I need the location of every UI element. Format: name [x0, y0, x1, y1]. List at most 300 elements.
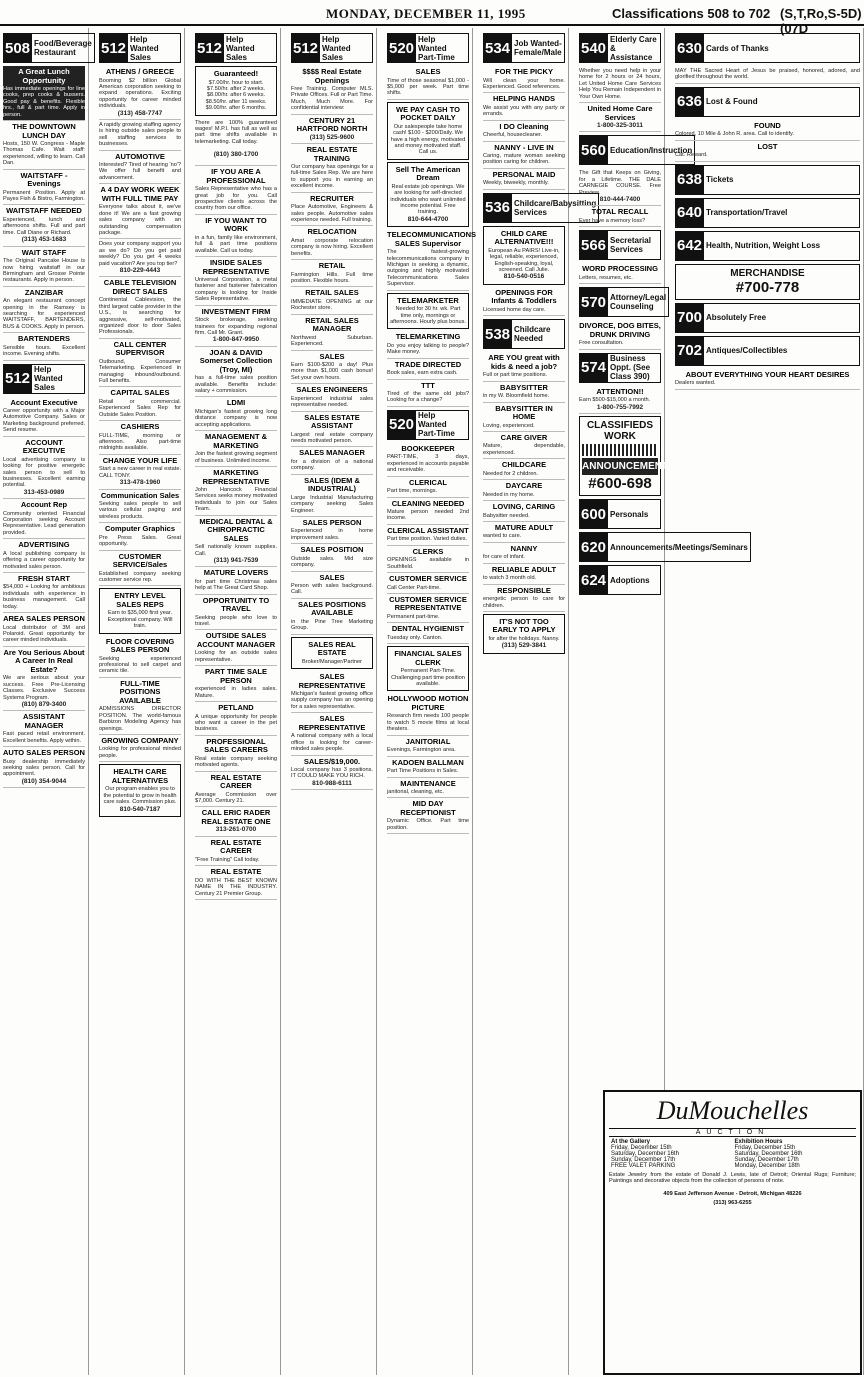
schedule-cell: Friday, December 15th [611, 1145, 672, 1151]
category-number: 520 [387, 33, 416, 63]
ad-heading: Account Rep [20, 500, 68, 510]
ad-body: "Free Training" Call today. [195, 856, 260, 863]
classified-ad [291, 384, 373, 411]
classified-ad [291, 115, 373, 144]
ad-heading: Computer Graphics [104, 524, 175, 534]
ad-phone: 313-261-0700 [215, 826, 257, 834]
schedule-cell: Sunday, December 17th [611, 1157, 676, 1163]
category-label: Secretarial Services [608, 230, 661, 260]
category-header [675, 336, 860, 366]
classified-ad [99, 184, 181, 239]
category-header [579, 353, 661, 383]
classified-ad [195, 397, 277, 431]
ad-heading: SALES ESTATE ASSISTANT [304, 412, 360, 431]
ad-body: Ever have a memory loss? [579, 217, 646, 224]
ad-body: Outbound, Consumer Telemarketing. Experienced in managing inbound/outbound. Full benefits. [99, 358, 181, 384]
auction-display-ad [603, 1090, 862, 1375]
ad-body: Community oriented Financial Corporation seeking Account Representative. Lead generation provided. [3, 510, 85, 536]
ad-body: The Original Pancake House is now hiring waitstaff in our Birmingham and Grosse Pointe restaurants. Apply in person. [3, 258, 85, 284]
ad-heading: CARE GIVER [500, 432, 548, 442]
ad-heading: RETAIL [318, 261, 346, 271]
ad-heading: BARTENDERS [17, 334, 71, 344]
ad-body: for care of infant. [483, 554, 525, 561]
classified-ad [99, 636, 181, 678]
ad-heading: AREA SALES PERSON [3, 614, 85, 624]
ad-heading: MEDICAL DENTAL & CHIROPRACTIC SALES [199, 516, 273, 543]
ad-heading: WAIT STAFF [21, 247, 67, 257]
ad-body: janitorial, cleaning, etc. [387, 789, 444, 795]
ad-heading: Guaranteed! [213, 69, 259, 78]
ad-heading: SALES REAL ESTATE [308, 639, 356, 658]
ad-body: Earn to $35,000 first year. Exceptional company. Will train. [107, 610, 173, 630]
ad-body: Has immediate openings for line cooks, prep cooks & bussers. Good pay & benefits. Flexible hrs., full & part time. Apply in person. [3, 86, 85, 118]
classified-ad [387, 498, 469, 525]
ad-body: for a division of a national company. [291, 458, 373, 472]
ad-body: $54,000 + Looking for ambitious individuals with experience in business management. Call today. [3, 584, 85, 610]
ad-heading: RETAIL SALES MANAGER [305, 315, 359, 334]
ad-heading: IT'S NOT TOO EARLY TO APPLY [492, 616, 556, 635]
ad-heading: SALES REPRESENTATIVE [298, 714, 366, 732]
announcements-title: ANNOUNCEMENTS [582, 458, 658, 475]
ad-body: Call Center Part-time. [387, 584, 441, 591]
ad-body: to watch 3 month old. [483, 575, 537, 582]
classified-ad [387, 443, 469, 477]
category-label: Business Oppt. (See Class 390) [608, 353, 661, 383]
ad-heading: CLERICAL ASSISTANT [387, 525, 469, 535]
ad-heading: MATURE LOVERS [203, 568, 269, 578]
classified-ad [483, 403, 565, 432]
ad-body: Booming $2 billion Global American corporation seeking to expand operations. Exciting opportunity for career minded individuals. [99, 77, 181, 110]
ad-body: Needed in my home. [483, 491, 535, 498]
ad-body: Universal Corporation, a metal fastener and fastener fabrication company is looking for Inside Sales Representative. [195, 277, 277, 303]
ad-body: We assist you with any party or errands. [483, 104, 565, 118]
classified-ad [99, 764, 181, 817]
classified-ad [99, 277, 181, 338]
classified-ad [387, 102, 469, 160]
ad-heading: Are You Serious About A Career In Real Estate? [3, 647, 85, 674]
classified-ad [387, 380, 469, 407]
category-number: 638 [675, 165, 704, 195]
classified-ad [291, 66, 373, 115]
category-label: Absolutely Free [704, 303, 860, 333]
ad-heading: THE DOWNTOWN LUNCH DAY [12, 122, 76, 140]
ad-body: in my W. Bloomfield home. [483, 393, 550, 400]
ad-heading: WAITSTAFF - Evenings [20, 170, 68, 189]
category-label: Antiques/Collectibles [704, 336, 860, 366]
classified-ad [291, 287, 373, 314]
category-number: 560 [579, 135, 608, 165]
ad-heading: CHILD CARE ALTERNATIVE!!! [494, 228, 554, 247]
category-label: Help Wanted Part-Time [416, 33, 469, 63]
announcements-banner [579, 416, 675, 496]
ad-body: MAY THE Sacred Heart of Jesus be praised, honored, adored, and glorified throughout the world. [675, 68, 860, 81]
ad-body: Real estate job openings. We are looking for self-directed individuals who want unlimited income potential. Free training. [390, 183, 466, 216]
classified-ad [195, 772, 277, 808]
ad-body: Join the fastest growing segment of business. Unlimited income. [195, 451, 277, 464]
ad-body: Will clean your home. Experienced. Good references. [483, 77, 565, 90]
classified-ad [3, 539, 85, 573]
ad-heading: INSIDE SALES REPRESENTATIVE [202, 258, 270, 276]
classified-ad [675, 369, 860, 390]
ad-heading: SALES POSITIONS AVAILABLE [298, 599, 366, 618]
classified-ad [387, 623, 469, 644]
category-number: 534 [483, 33, 512, 63]
ad-phone: (313) 525-9600 [309, 133, 355, 141]
ad-heading: JOAN & DAVID Somerset Collection (Troy, MI) [199, 347, 273, 374]
classified-ad [291, 572, 373, 599]
classified-ad [483, 66, 565, 93]
classified-ad [579, 263, 661, 284]
classified-ad [99, 120, 181, 151]
classified-ad [387, 359, 469, 380]
ad-heading: CHANGE YOUR LIFE [102, 455, 178, 465]
ad-heading: SALES ENGINEERS [296, 385, 368, 395]
category-label: Education/Instruction [608, 135, 695, 165]
classified-ad [291, 260, 373, 287]
ad-heading: A Great Lunch Opportunity [18, 67, 70, 85]
category-header [483, 319, 565, 349]
ad-body: Part time position. Varied duties. [387, 536, 468, 543]
ad-heading: ASSISTANT MANAGER [23, 712, 65, 730]
classified-ad [99, 239, 181, 277]
ad-heading: REAL ESTATE TRAINING [306, 145, 358, 163]
ad-body: Colored, 10 Mile & John R. area. Call to identify. [675, 131, 794, 138]
classified-ad [387, 693, 469, 735]
ad-body: We are serious about your success. Free Pre-Licensing Classes. Exclusive Success Systems Program. [3, 675, 85, 701]
ad-body: Permanent part-time. [387, 613, 440, 620]
ad-heading: CASHIERS [120, 422, 160, 432]
ad-heading: CLERICAL [409, 477, 447, 487]
category-header [99, 33, 181, 63]
ad-body: Continental Cablevision, the third largest cable provider in the U.S., is searching for aggressive, self-motivated, organized door to door Sales Professionals. [99, 297, 181, 336]
ad-heading: CENTURY 21 HARTFORD NORTH [296, 115, 368, 134]
ad-heading: SALES [319, 351, 345, 361]
ad-heading: United Home Care Services [587, 104, 653, 122]
schedule-cell: Monday, December 18th [734, 1163, 800, 1169]
ad-heading: SALES MANAGER [299, 448, 365, 458]
ad-heading: FRESH START [18, 573, 70, 583]
ad-body: Busy dealership immediately seeking sales person. Call for appointment. [3, 758, 85, 778]
category-header [675, 198, 860, 228]
ad-heading: GROWING COMPANY [101, 735, 179, 745]
category-header [387, 410, 469, 440]
ad-heading: LDMI [226, 398, 246, 408]
ad-heading: WE PAY CASH TO POCKET DAILY [396, 104, 460, 123]
classified-ad [3, 499, 85, 539]
column-4 [288, 28, 377, 1375]
classified-ad [3, 647, 85, 712]
ad-heading: HELPING HANDS [492, 94, 556, 104]
ad-heading: RESPONSIBLE [497, 585, 551, 595]
ad-phone: (313) 453-1683 [21, 236, 67, 244]
ad-body: Cheerful, housecleaner. [483, 132, 543, 139]
classified-ad [387, 757, 469, 778]
classified-ad [195, 347, 277, 398]
classified-ad [99, 339, 181, 388]
ad-heading: PROFESSIONAL SALES CAREERS [204, 736, 268, 755]
ad-body: Seeking experienced professional to sell carpet and ceramic tile. [99, 655, 181, 675]
auction-logo: DuMouchelles [656, 1096, 809, 1125]
classified-ad [483, 121, 565, 142]
category-header [675, 303, 860, 333]
classified-ad [483, 480, 565, 501]
classified-ad [483, 142, 565, 169]
category-label: Help Wanted Sales [32, 364, 85, 394]
ad-heading: CALL ERIC RADER REAL ESTATE ONE [201, 808, 271, 826]
category-header [291, 33, 373, 63]
category-number: 630 [675, 33, 704, 63]
classified-ad [3, 287, 85, 334]
ad-heading: MARKETING REPRESENTATIVE [202, 468, 270, 486]
classified-ad [483, 226, 565, 285]
category-header [579, 565, 661, 595]
ad-body: Free consultation. [579, 340, 624, 347]
ad-body: Our salespeople take home cash! $100 - $200/Daily. We have a high energy, motivated and money motivated staff. Call us. [390, 123, 466, 156]
classified-ad [387, 573, 469, 594]
ad-body: Average Commission over $7,000. Century 21. [195, 791, 277, 805]
ad-heading: MAINTENANCE [400, 778, 456, 788]
ad-heading: PERSONAL MAID [492, 169, 556, 179]
ad-phone: 810-229-4443 [119, 266, 161, 274]
classified-ad [387, 736, 469, 757]
ad-heading: OPPORTUNITY TO TRAVEL [202, 595, 270, 614]
ad-body: Cat. Reward. [675, 152, 708, 159]
ad-heading: OUTSIDE SALES ACCOUNT MANAGER [196, 631, 276, 649]
ad-body: Permanent Part-Time. Challenging part time position available. [391, 668, 465, 688]
ad-phone: 1-800-847-9950 [212, 336, 260, 344]
category-header [675, 231, 860, 261]
classified-ad [291, 544, 373, 571]
schedule-cell: Saturday, December 16th [734, 1151, 803, 1157]
ad-body: ADMISSIONS DIRECTOR POSITION. The world-famous Barbizon Modeling Agency has openings. [99, 706, 181, 732]
table-row [609, 1163, 856, 1169]
category-header [483, 193, 597, 223]
ad-body: Local company has 3 positions. IT COULD MAKE YOU RICH. [291, 767, 373, 780]
category-header [579, 532, 748, 562]
category-number: 512 [291, 33, 320, 63]
classified-ad [195, 467, 277, 516]
ad-body: Retail or commercial. Experienced Sales Rep for Outside Sales Position. [99, 398, 181, 418]
ad-body: A national company with a local office is looking for career-minded sales people. [291, 733, 373, 753]
classified-ad [99, 588, 181, 633]
classified-ad [291, 193, 373, 227]
ad-body: There are 100% guaranteed wages! M.P.I. has full as well as part time shifts available in telemarketing. Call today. [195, 119, 277, 145]
ad-body: OPENINGS available in Southfield. [387, 557, 469, 570]
ad-heading: SALES (IDEM & INDUSTRIAL) [304, 475, 360, 494]
ad-body: Experienced industrial sales representative needed. [291, 395, 373, 409]
category-number: 512 [99, 33, 128, 63]
classified-ad [483, 564, 565, 585]
column-3 [192, 28, 281, 1375]
ad-heading: ARE YOU great with kids & need a job? [488, 353, 560, 371]
classified-ad [99, 421, 181, 455]
ad-body: Book sales, earn extra cash. [387, 370, 458, 377]
classified-ad [291, 226, 373, 260]
classified-ad [483, 93, 565, 120]
classified-ad [387, 778, 469, 799]
classified-ad [579, 66, 661, 103]
classified-ad [291, 671, 373, 713]
merchandise-banner [675, 264, 860, 300]
ad-body: in the Pine Tree Marketing Group. [291, 618, 373, 632]
auction-description: Estate Jewelry from the estate of Donald J. Lewis, late of Detroit; Oriental Rugs; Furniture; Paintings and decorative objects from the collection of persons of note. [609, 1172, 856, 1185]
ad-body: Mature, dependable, experienced. [483, 443, 565, 456]
ad-body: Experienced, lunch and afternoons shifts. Full and part time. Call Diane or Richard. [3, 216, 85, 236]
category-header [3, 364, 85, 394]
classified-ad [195, 595, 277, 631]
ad-body: Research firm needs 100 people to watch 5 movie films at local theaters. [387, 713, 469, 733]
ad-heading: SALES/$19,000. [303, 756, 361, 766]
ad-body: Part time, mornings. [387, 488, 438, 495]
classified-ad [195, 837, 277, 866]
ad-heading: I DO Cleaning [499, 121, 549, 131]
classified-ad [99, 735, 181, 762]
category-header [579, 287, 667, 317]
ad-heading: FOR THE PICKY [495, 67, 553, 76]
category-label: Adoptions [608, 565, 661, 595]
classified-ad [99, 678, 181, 735]
classified-ad [195, 215, 277, 257]
classified-ad [291, 475, 373, 517]
category-header [579, 499, 661, 529]
ad-phone: 810-540-7187 [119, 805, 161, 813]
schedule-cell: Friday, December 15th [734, 1145, 796, 1151]
ad-body: wanted to care. [483, 533, 522, 540]
ad-heading: Sell The American Dream [395, 164, 461, 183]
ad-body: Sales Representative who has a great job for you. Call prospective clients across the country from our office. [195, 186, 277, 212]
ad-heading: ZANZIBAR [24, 287, 64, 297]
classified-ad [291, 756, 373, 791]
ad-body: Place Automotive, Engineers & sales people. Automotive sales experience needed. Full training. [291, 204, 373, 223]
category-label: Tickets [704, 165, 860, 195]
ad-phone: (313) 529-3841 [501, 642, 547, 650]
ad-body: for after the holidays. Nanny. [488, 635, 560, 642]
ad-body: John Hancock Financial Services seeks money motivated individuals to join our Sales Team. [195, 487, 277, 513]
classified-ad [195, 736, 277, 772]
page-folio: MONDAY, DECEMBER 11, 1995 [326, 6, 526, 21]
category-number: 624 [579, 565, 608, 595]
ad-body: Looking for professional minded people. [99, 746, 181, 759]
classified-ad [387, 546, 469, 573]
auction-phone: (313) 963-6255 [713, 1200, 752, 1207]
ad-heading: ATTENTION!! [596, 386, 644, 396]
ad-body: Tired of the same old jobs? Looking for a change? [387, 391, 469, 404]
ad-body: Letters, resumes, etc. [579, 274, 633, 281]
category-header [579, 230, 661, 260]
ad-body: has a full-time sales position available. Benefits include: salary + commission. [195, 375, 277, 395]
ad-heading: BABYSITTER IN HOME [495, 403, 553, 421]
ad-heading: DAYCARE [505, 481, 543, 491]
ad-heading: FLOOR COVERING SALES PERSON [105, 636, 175, 655]
classified-ad [3, 121, 85, 170]
ad-heading: CLEANING NEEDED [391, 498, 465, 508]
ad-heading: LOST [757, 141, 778, 151]
ad-body: Person with sales background. Call. [291, 583, 373, 596]
ad-body: Michigan's fastest growing long distance company is now accepting applications. [195, 408, 277, 428]
ad-heading: A 4 DAY WORK WEEK WITH FULL TIME PAY [100, 185, 180, 203]
classified-ad [483, 522, 565, 543]
category-number: 642 [675, 231, 704, 261]
ad-heading: REAL ESTATE CAREER [210, 772, 262, 791]
ad-body: Amat corporate relocation company is now hiring. Excellent benefits. [291, 237, 373, 257]
column-2 [96, 28, 185, 1375]
classified-ad [195, 431, 277, 467]
ad-body: An elegant restaurant concept opening in the Ramsey is searching for experienced WAITSTAFF, BARTENDERS, BUS & COOKS. Apply in person. [3, 298, 85, 330]
ad-body: PART-TIME, 3 days, experienced in accounts payable and receivable. [387, 454, 469, 474]
classified-ad [387, 229, 477, 290]
ad-heading: TRADE DIRECTED [394, 359, 462, 369]
ad-heading: IF YOU ARE A PROFESSIONAL [206, 167, 266, 185]
category-header [387, 33, 469, 63]
ad-body: Earn $100-$200 a day! Plus more than $1,000 cash bonus! Set your own hours. [291, 362, 373, 381]
ad-heading: BABYSITTER [500, 382, 548, 392]
classified-ad [195, 306, 277, 347]
merchandise-range: #700-778 [735, 278, 800, 296]
ad-heading: WAITSTAFF NEEDED [6, 206, 82, 216]
ad-heading: TELECOMMUNICATIONS SALES Supervisor [387, 230, 477, 248]
classified-ad [291, 599, 373, 635]
ad-heading: $$$$ Real Estate Openings [302, 67, 362, 85]
edition-code: (S,T,Ro,S-5D)(07D [780, 6, 862, 36]
ad-heading: DIVORCE, DOG BITES, DRUNK DRIVING [579, 321, 661, 339]
masthead [0, 0, 864, 36]
ad-body: IMMEDIATE OPENING at our Rochester store. [291, 298, 373, 312]
ad-heading: FINANCIAL SALES CLERK [394, 649, 462, 667]
auction-subtitle: AUCTION [609, 1128, 856, 1137]
classified-ad [195, 866, 277, 900]
category-header [675, 87, 860, 117]
ad-heading: IF YOU WANT TO WORK [205, 215, 267, 234]
ad-body: Tuesday only. Canton. [387, 634, 443, 641]
classified-ad [3, 397, 85, 437]
ad-heading: REAL ESTATE CAREER [210, 837, 262, 856]
classified-ad [3, 247, 85, 287]
classified-ad [291, 517, 373, 544]
ad-body: Outside sales. Mid size company. [291, 555, 373, 569]
classified-ad [483, 287, 565, 316]
ad-heading: CUSTOMER SERVICE/Sales [112, 551, 168, 570]
ad-heading: ATHENS / GREECE [105, 67, 175, 76]
ad-heading: ENTRY LEVEL SALES REPS [114, 591, 166, 609]
classified-ad [99, 551, 181, 587]
ad-heading: CUSTOMER SERVICE REPRESENTATIVE [389, 594, 467, 613]
classified-ad [387, 646, 469, 691]
classified-ad [99, 387, 181, 421]
classified-ad [387, 162, 469, 227]
schedule-right-title: Exhibition Hours [734, 1139, 783, 1145]
ad-heading: INVESTMENT FIRM [201, 306, 271, 316]
schedule-cell: Saturday, December 16th [611, 1151, 679, 1157]
ad-heading: CAPITAL SALES [110, 388, 170, 398]
category-label: Announcements/Meetings/Seminars [608, 532, 751, 562]
category-number: 620 [579, 532, 608, 562]
category-header [579, 33, 661, 63]
category-number: 636 [675, 87, 704, 117]
ad-heading: AUTO SALES PERSON [3, 748, 85, 758]
ad-body: A unique opportunity for people who want a career in the pet business. [195, 713, 277, 733]
classified-ad [99, 66, 181, 120]
classifieds-work-title: CLASSIFIEDS WORK [586, 420, 654, 442]
schedule-cell: FREE VALET PARKING [611, 1163, 676, 1169]
classified-ad [3, 170, 85, 206]
ad-body: Caring, mature woman seeking position caring for children. [483, 153, 565, 166]
schedule-cell: Sunday, December 17th [734, 1157, 799, 1163]
ad-body: Interested? Tired of hearing 'no'? We offer full benefit and advancement. [99, 162, 181, 181]
ad-body: Seeking people who love to travel. [195, 614, 277, 628]
ad-body: Our program enables you to the potential to grow in health care sales. Commission plus. [103, 786, 177, 806]
ad-body: for part time Christmas sales help at The Great Card Shop. [195, 578, 277, 592]
ad-phone: 313-453-0989 [23, 488, 65, 496]
